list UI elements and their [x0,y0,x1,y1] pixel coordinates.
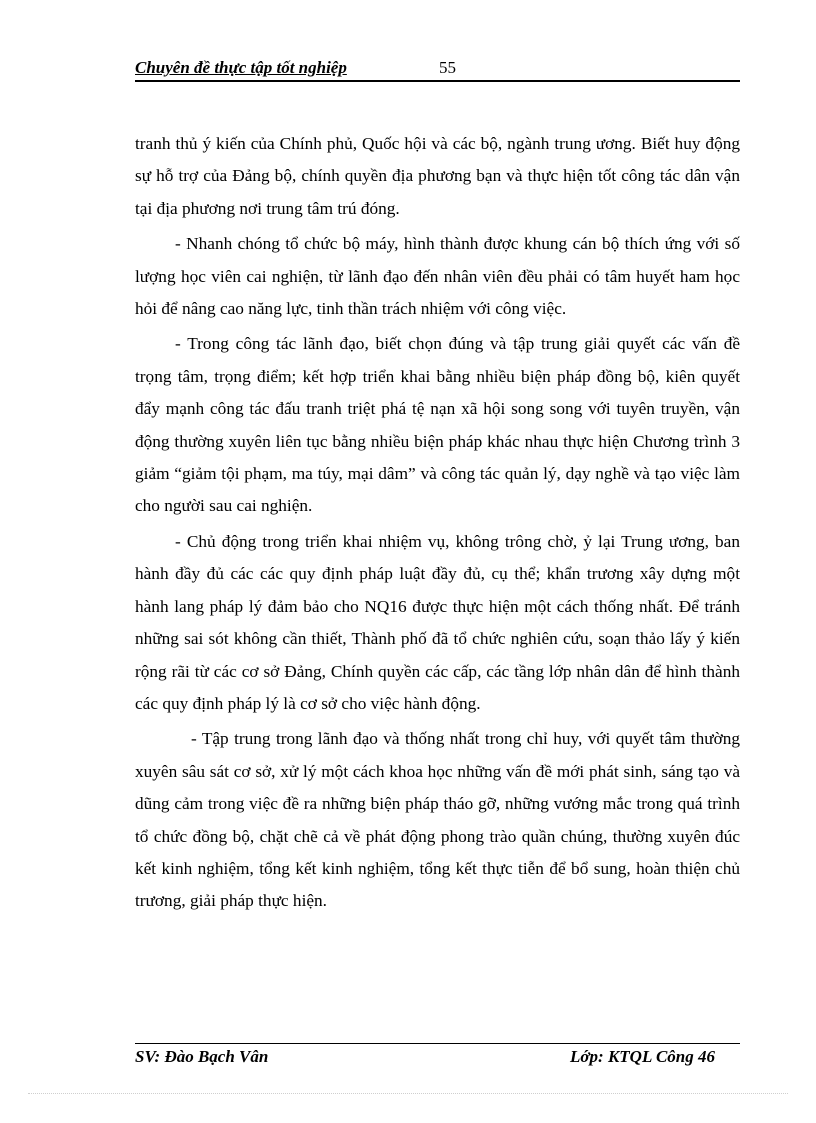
paragraph-3: - Trong công tác lãnh đạo, biết chọn đúng và tập trung giải quyết các vấn đề trọng tâm, trọng điểm; kết hợp triển khai bằng nhiều biện pháp đồng bộ, kiên quyết đẩy mạnh công tác đấu tranh triệt phá tệ nạn xã hội song song với tuyên truyền, vận động thường xuyên liên tục bằng nhiều biện pháp khác nhau thực hiện Chương trình 3 giảm “giảm tội phạm, ma túy, mại dâm” và công tác quản lý, dạy nghề và tạo việc làm cho người sau cai nghiện. [135,334,740,516]
page-footer [135,1043,740,1068]
page-edge-divider [28,1093,788,1094]
page-number: 55 [439,58,456,77]
page-header [135,58,740,82]
footer-class: Lớp: KTQL Công 46 [570,1047,715,1066]
body-text [135,128,740,918]
paragraph-5: - Tập trung trong lãnh đạo và thống nhất trong chỉ huy, với quyết tâm thường xuyên sâu sát cơ sở, xử lý một cách khoa học những vấn đề mới phát sinh, sáng tạo và dũng cảm trong việc đề ra những biện pháp tháo gỡ, những vướng mắc trong quá trình tổ chức đồng bộ, chặt chẽ cả về phát động phong trào quần chúng, thường xuyên đúc kết kinh nghiệm, tổng kết kinh nghiệm, tổng kết thực tiễn để bổ sung, hoàn thiện chủ trương, giải pháp thực hiện. [135,729,740,911]
paragraph-2: - Nhanh chóng tổ chức bộ máy, hình thành được khung cán bộ thích ứng với số lượng học viên cai nghiện, từ lãnh đạo đến nhân viên đều phải có tâm huyết ham học hỏi để nâng cao năng lực, tinh thần trách nhiệm với công việc. [135,234,740,319]
paragraph-1: tranh thủ ý kiến của Chính phủ, Quốc hội và các bộ, ngành trung ương. Biết huy động sự hỗ trợ của Đảng bộ, chính quyền địa phương bạn và thực hiện tốt công tác dân vận tại địa phương nơi trung tâm trú đóng. [135,134,740,218]
header-title: Chuyên đề thực tập tốt nghiệp [135,58,347,77]
footer-student: SV: Đào Bạch Vân [135,1047,269,1066]
paragraph-4: - Chủ động trong triển khai nhiệm vụ, không trông chờ, ỷ lại Trung ương, ban hành đầy đủ các các quy định pháp luật đầy đủ, cụ thể; khẩn trương xây dựng một hành lang pháp lý đảm bảo cho NQ16 được thực hiện một cách thống nhất. Để tránh những sai sót không cần thiết, Thành phố đã tổ chức nghiên cứu, soạn thảo lấy ý kiến rộng rãi từ các cơ sở Đảng, Chính quyền các cấp, các tầng lớp nhân dân để hình thành các quy định pháp lý là cơ sở cho việc hành động. [135,531,740,713]
